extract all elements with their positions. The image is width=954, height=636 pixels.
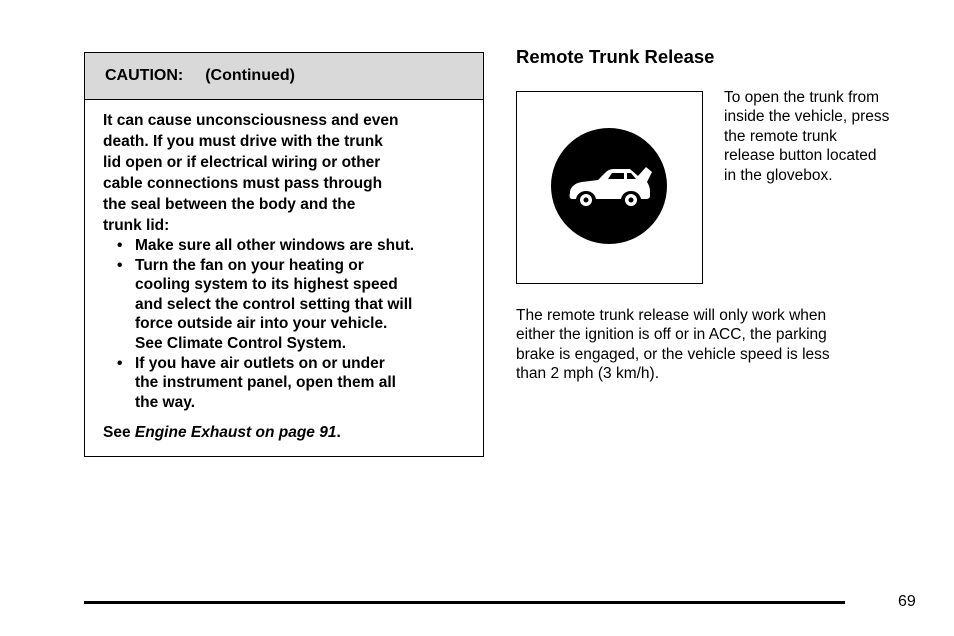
caution-intro-line: cable connections must pass through <box>103 175 383 192</box>
caution-intro-line: It can cause unconsciousness and even <box>103 112 399 129</box>
bullet-icon: • <box>117 256 123 274</box>
caution-label: CAUTION: <box>105 67 184 84</box>
caution-continued: (Continued) <box>205 67 295 84</box>
side-line: To open the trunk from <box>724 89 880 106</box>
trunk-release-symbol-frame <box>516 91 703 284</box>
side-line: inside the vehicle, press <box>724 108 890 126</box>
caution-intro-line: trunk lid: <box>103 217 170 234</box>
caution-bullet-item <box>117 236 465 256</box>
see-suffix: . <box>336 424 341 442</box>
caution-box <box>84 52 484 457</box>
caution-intro <box>103 110 465 236</box>
bullet-line: the instrument panel, open them all <box>135 374 396 392</box>
bullet-line: force outside air into your vehicle. <box>135 315 388 333</box>
bullet-line: See Climate Control System. <box>135 334 347 352</box>
footer-rule <box>84 601 845 604</box>
bullet-line: Turn the fan on your heating or <box>135 256 364 274</box>
bullet-icon: • <box>117 354 123 372</box>
para-line: either the ignition is off or in ACC, the parking <box>516 326 827 344</box>
caution-body <box>85 100 483 443</box>
caution-bullet-item <box>117 354 465 413</box>
trunk-release-car-icon <box>550 127 668 245</box>
page-number: 69 <box>898 593 916 610</box>
bullet-line: and select the control setting that will <box>135 295 413 313</box>
para-line: brake is engaged, or the vehicle speed is less <box>516 345 830 363</box>
release-conditions-paragraph <box>516 306 896 384</box>
caution-bullet-list <box>103 236 465 412</box>
bullet-line: If you have air outlets on or under <box>135 354 385 372</box>
bullet-line: the way. <box>135 393 196 411</box>
caution-intro-line: the seal between the body and the <box>103 196 356 213</box>
side-line: in the glovebox. <box>724 166 833 184</box>
bullet-line: Make sure all other windows are shut. <box>135 237 415 254</box>
see-reference-link[interactable]: Engine Exhaust on page 91 <box>134 424 337 442</box>
bullet-icon: • <box>117 237 123 254</box>
bullet-line: cooling system to its highest speed <box>135 276 398 294</box>
section-title: Remote Trunk Release <box>516 46 715 67</box>
see-prefix: See <box>103 424 131 442</box>
para-line: The remote trunk release will only work when <box>516 307 827 324</box>
side-description <box>724 88 924 185</box>
side-line: release button located <box>724 147 877 165</box>
see-reference <box>103 422 465 443</box>
para-line: than 2 mph (3 km/h). <box>516 365 660 383</box>
caution-header <box>85 53 483 100</box>
caution-intro-line: death. If you must drive with the trunk <box>103 133 383 150</box>
caution-bullet-item <box>117 256 465 354</box>
side-line: the remote trunk <box>724 127 837 145</box>
caution-intro-line: lid open or if electrical wiring or other <box>103 154 381 171</box>
